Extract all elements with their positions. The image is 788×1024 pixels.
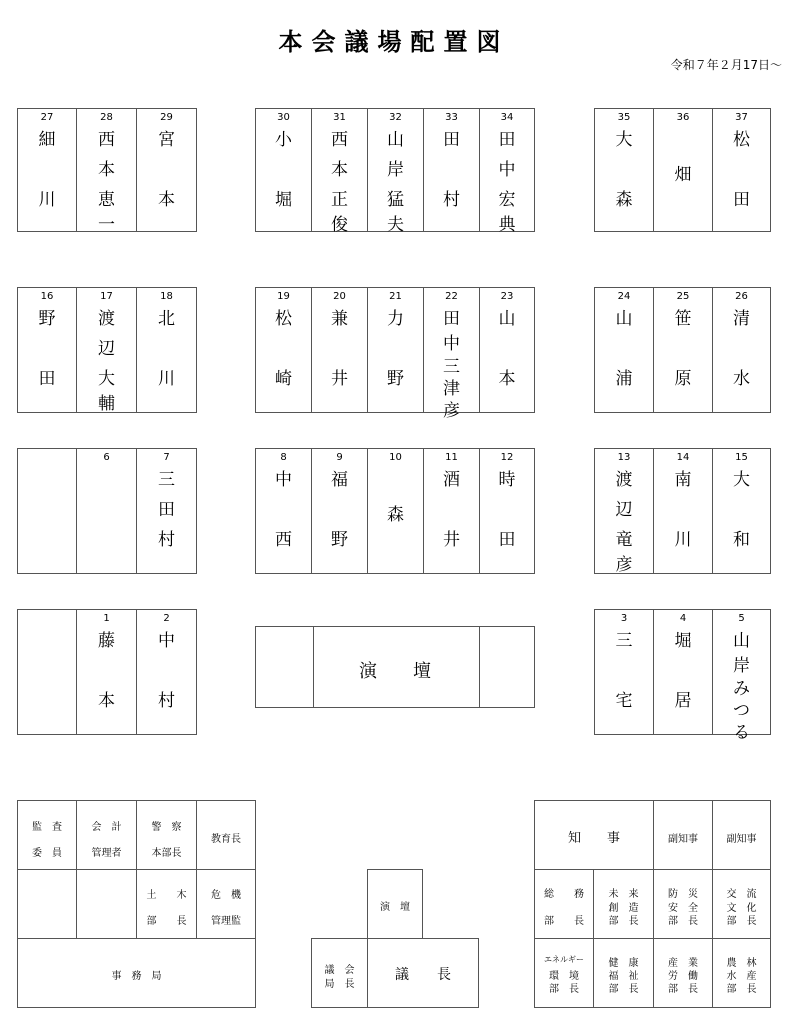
member-name-char: 大 bbox=[615, 130, 633, 150]
member-name-char: 一 bbox=[98, 215, 115, 235]
member-name-char: み bbox=[733, 679, 750, 699]
seat-fukuchiji-2: 副知事 bbox=[712, 800, 771, 870]
seat-number: 14 bbox=[676, 452, 690, 463]
member-name-char: 津 bbox=[443, 379, 460, 399]
seat-19 bbox=[255, 287, 312, 413]
podium bbox=[255, 626, 535, 708]
seat-number: 11 bbox=[445, 452, 458, 463]
member-name-char: 村 bbox=[443, 190, 460, 210]
member-name-char: 松 bbox=[733, 130, 750, 150]
seat-25 bbox=[653, 287, 713, 413]
seat-chiji: 知 事 bbox=[534, 800, 654, 870]
seat-number: 26 bbox=[735, 291, 748, 302]
member-name-char: 中 bbox=[443, 334, 460, 354]
member-name-char: 三 bbox=[158, 470, 175, 490]
seat-gikai-kyokucho: 議 会 局 長 bbox=[311, 938, 368, 1008]
member-name-char: 小 bbox=[275, 130, 292, 150]
seat-32 bbox=[367, 108, 424, 235]
seat-number: 19 bbox=[277, 291, 290, 302]
member-name-char: 宮 bbox=[158, 130, 175, 150]
member-name-char: 浦 bbox=[615, 369, 633, 389]
member-name-char: 酒 bbox=[443, 470, 460, 490]
seat-9 bbox=[311, 448, 368, 574]
seat-energy-bucho: エネルギー 環 境 部 長 bbox=[534, 938, 594, 1008]
member-name-char: 田 bbox=[443, 309, 460, 329]
seat-number: 6 bbox=[103, 452, 110, 463]
seat-somu-bucho: 総 務 部 長 bbox=[534, 869, 594, 939]
member-name-char: 時 bbox=[498, 470, 516, 490]
seat-number: 17 bbox=[100, 291, 113, 302]
seat-23 bbox=[479, 287, 535, 413]
seat-6 bbox=[76, 448, 137, 574]
seat-15 bbox=[712, 448, 771, 574]
seat-33 bbox=[423, 108, 480, 232]
seat-number: 23 bbox=[500, 291, 514, 302]
seat-fukuchiji-1: 副知事 bbox=[653, 800, 713, 870]
seat-number: 10 bbox=[389, 452, 402, 463]
member-name-char: 堀 bbox=[674, 631, 692, 651]
member-name-char: 中 bbox=[158, 631, 175, 651]
member-name-char: 岸 bbox=[387, 160, 404, 180]
seat-sangyo-bucho: 産 業 労 働 部 長 bbox=[653, 938, 713, 1008]
member-name-char: 猛 bbox=[387, 190, 404, 210]
seat-10 bbox=[367, 448, 424, 574]
member-name-char: 松 bbox=[275, 309, 292, 329]
seat-number: 25 bbox=[676, 291, 690, 302]
seat-18 bbox=[136, 287, 197, 413]
member-name-char: 西 bbox=[98, 130, 115, 150]
member-name-char: 辺 bbox=[615, 500, 633, 520]
member-name-char: 村 bbox=[158, 530, 175, 550]
member-name-char: 川 bbox=[158, 369, 175, 389]
seat-number: 7 bbox=[163, 452, 170, 463]
member-name-char: 堀 bbox=[275, 190, 292, 210]
seat-20 bbox=[311, 287, 368, 413]
seat-37 bbox=[712, 108, 771, 232]
seat-30 bbox=[255, 108, 312, 232]
member-name-char: 田 bbox=[498, 130, 516, 150]
seat-number: 5 bbox=[738, 613, 745, 624]
member-name-char: 本 bbox=[98, 691, 115, 711]
member-name-char: 俊 bbox=[331, 215, 348, 235]
seat-number: 9 bbox=[336, 452, 343, 463]
seat-number: 13 bbox=[617, 452, 631, 463]
seat-8 bbox=[255, 448, 312, 574]
member-name-char: 三 bbox=[615, 631, 633, 651]
seat-13 bbox=[594, 448, 654, 574]
seat-number: 28 bbox=[100, 112, 113, 123]
seat-bosai-bucho: 防 災 安 全 部 長 bbox=[653, 869, 713, 939]
seat-mirai-bucho: 未 来 創 造 部 長 bbox=[593, 869, 654, 939]
member-name-char: 清 bbox=[733, 309, 750, 329]
seat-number: 24 bbox=[617, 291, 631, 302]
member-name-char: 和 bbox=[733, 530, 750, 550]
seat-28 bbox=[76, 108, 137, 235]
member-name-char: 井 bbox=[443, 530, 460, 550]
seat-norin-bucho: 農 林 水 産 部 長 bbox=[712, 938, 771, 1008]
member-name-char: 大 bbox=[733, 470, 750, 490]
member-name-char: 彦 bbox=[615, 555, 633, 575]
member-name-char: 彦 bbox=[443, 401, 460, 421]
seat-number: 30 bbox=[277, 112, 290, 123]
seat-number: 21 bbox=[389, 291, 402, 302]
seat-number: 18 bbox=[160, 291, 173, 302]
member-name-char: 宅 bbox=[615, 691, 633, 711]
seat-number: 35 bbox=[617, 112, 631, 123]
member-name-char: 北 bbox=[158, 309, 175, 329]
member-name-char: 竜 bbox=[615, 530, 633, 550]
seat-kansa-iin: 監 査 委 員 bbox=[17, 800, 77, 870]
member-name-char: 山 bbox=[387, 130, 404, 150]
seat-21 bbox=[367, 287, 424, 413]
member-name-char: 輔 bbox=[98, 394, 115, 414]
seat-number: 22 bbox=[445, 291, 458, 302]
member-name-char: 夫 bbox=[387, 215, 404, 235]
member-name-char: 細 bbox=[38, 130, 56, 150]
member-name-char: 兼 bbox=[331, 309, 348, 329]
member-name-char: 川 bbox=[38, 190, 56, 210]
seat-27 bbox=[17, 108, 77, 232]
seat-34 bbox=[479, 108, 535, 235]
seat-36 bbox=[653, 108, 713, 232]
seat-number: 36 bbox=[676, 112, 690, 123]
member-name-char: 藤 bbox=[98, 631, 115, 651]
seat-empty bbox=[17, 448, 77, 574]
seat-kenko-bucho: 健 康 福 祉 部 長 bbox=[593, 938, 654, 1008]
seat-number: 20 bbox=[333, 291, 346, 302]
seat-kaikei-kanrisha: 会 計 管理者 bbox=[76, 800, 137, 870]
seat-22 bbox=[423, 287, 480, 421]
seat-3 bbox=[594, 609, 654, 735]
seat-24 bbox=[594, 287, 654, 413]
member-name-char: 典 bbox=[498, 215, 516, 235]
member-name-char: 崎 bbox=[275, 369, 292, 389]
seat-16 bbox=[17, 287, 77, 413]
seat-35 bbox=[594, 108, 654, 232]
seat-31 bbox=[311, 108, 368, 235]
member-name-char: 南 bbox=[674, 470, 692, 490]
member-name-char: 渡 bbox=[98, 309, 115, 329]
seat-number: 31 bbox=[333, 112, 346, 123]
member-name-char: 山 bbox=[733, 631, 750, 651]
seat-number: 12 bbox=[500, 452, 514, 463]
member-name-char: 三 bbox=[443, 357, 460, 377]
member-name-char: 大 bbox=[98, 369, 115, 389]
seat-number: 15 bbox=[735, 452, 748, 463]
member-name-char: 田 bbox=[733, 190, 750, 210]
member-name-char: 村 bbox=[158, 691, 175, 711]
seat-12 bbox=[479, 448, 535, 574]
member-name-char: 山 bbox=[498, 309, 516, 329]
seat-number: 34 bbox=[500, 112, 514, 123]
seat-empty-b bbox=[76, 869, 137, 939]
seat-koryu-bucho: 交 流 文 化 部 長 bbox=[712, 869, 771, 939]
member-name-char: 岸 bbox=[733, 656, 750, 676]
member-name-char: 山 bbox=[615, 309, 633, 329]
member-name-char: 宏 bbox=[498, 190, 516, 210]
member-name-char: 福 bbox=[331, 470, 348, 490]
member-name-char: 西 bbox=[275, 530, 292, 550]
seat-number: 29 bbox=[160, 112, 173, 123]
member-name-char: 田 bbox=[38, 369, 56, 389]
member-name-char: 畑 bbox=[674, 165, 692, 185]
member-name-char: 中 bbox=[275, 470, 292, 490]
seat-4 bbox=[653, 609, 713, 735]
member-name-char: 井 bbox=[331, 369, 348, 389]
member-name-char: 本 bbox=[98, 160, 115, 180]
seat-number: 33 bbox=[445, 112, 458, 123]
seat-doboku-bucho: 土 木 部 長 bbox=[136, 869, 197, 939]
member-name-char: る bbox=[733, 723, 750, 743]
seat-2 bbox=[136, 609, 197, 735]
member-name-char: 原 bbox=[674, 369, 692, 389]
member-name-char: 川 bbox=[674, 530, 692, 550]
seat-14 bbox=[653, 448, 713, 574]
member-name-char: 中 bbox=[498, 160, 516, 180]
seat-29 bbox=[136, 108, 197, 232]
seat-keisatsu-honbucho: 警 察 本部長 bbox=[136, 800, 197, 870]
podium-label: 演 壇 bbox=[359, 661, 431, 682]
member-name-char: 田 bbox=[498, 530, 516, 550]
member-name-char: 野 bbox=[38, 309, 56, 329]
member-name-char: 森 bbox=[615, 190, 633, 210]
member-name-char: 野 bbox=[331, 530, 348, 550]
member-name-char: 笹 bbox=[674, 309, 692, 329]
member-name-char: 田 bbox=[158, 500, 175, 520]
seat-1 bbox=[76, 609, 137, 735]
seat-empty-a bbox=[17, 869, 77, 939]
member-name-char: 居 bbox=[674, 691, 692, 711]
seat-26 bbox=[712, 287, 771, 413]
date-label: 令和７年２月17日～ bbox=[670, 58, 782, 72]
member-name-char: 恵 bbox=[98, 190, 115, 210]
member-name-char: 正 bbox=[331, 190, 348, 210]
seat-11 bbox=[423, 448, 480, 574]
seat-number: 16 bbox=[40, 291, 54, 302]
seat-kyoikucho: 教育長 bbox=[196, 800, 256, 870]
member-name-char: 辺 bbox=[98, 339, 115, 359]
member-name-char: 田 bbox=[443, 130, 460, 150]
member-name-char: 本 bbox=[331, 160, 348, 180]
member-name-char: 力 bbox=[387, 309, 404, 329]
seat-number: 37 bbox=[735, 112, 748, 123]
member-name-char: 野 bbox=[387, 369, 404, 389]
member-name-char: 西 bbox=[331, 130, 348, 150]
seat-17 bbox=[76, 287, 137, 413]
member-name-char: 渡 bbox=[615, 470, 633, 490]
member-name-char: つ bbox=[733, 701, 750, 721]
seat-number: 1 bbox=[103, 613, 110, 624]
member-name-char: 水 bbox=[733, 369, 750, 389]
seat-number: 3 bbox=[620, 613, 628, 624]
seat-5 bbox=[712, 609, 771, 743]
seat-jimukyoku: 事 務 局 bbox=[17, 938, 256, 1008]
seat-number: 4 bbox=[679, 613, 687, 624]
seat-number: 32 bbox=[389, 112, 402, 123]
member-name-char: 森 bbox=[387, 505, 404, 525]
small-podium: 演 壇 bbox=[367, 869, 423, 939]
seat-number: 2 bbox=[163, 613, 170, 624]
seat-number: 27 bbox=[40, 112, 54, 123]
seat-number: 8 bbox=[280, 452, 287, 463]
page-title: 本会議場配置図 bbox=[278, 28, 510, 56]
seat-gicho: 議 長 bbox=[367, 938, 479, 1008]
seat-kiki-kanrikan: 危 機 管理監 bbox=[196, 869, 256, 939]
seat-7 bbox=[136, 448, 197, 574]
member-name-char: 本 bbox=[158, 190, 175, 210]
seat-empty bbox=[17, 609, 77, 735]
member-name-char: 本 bbox=[498, 369, 516, 389]
